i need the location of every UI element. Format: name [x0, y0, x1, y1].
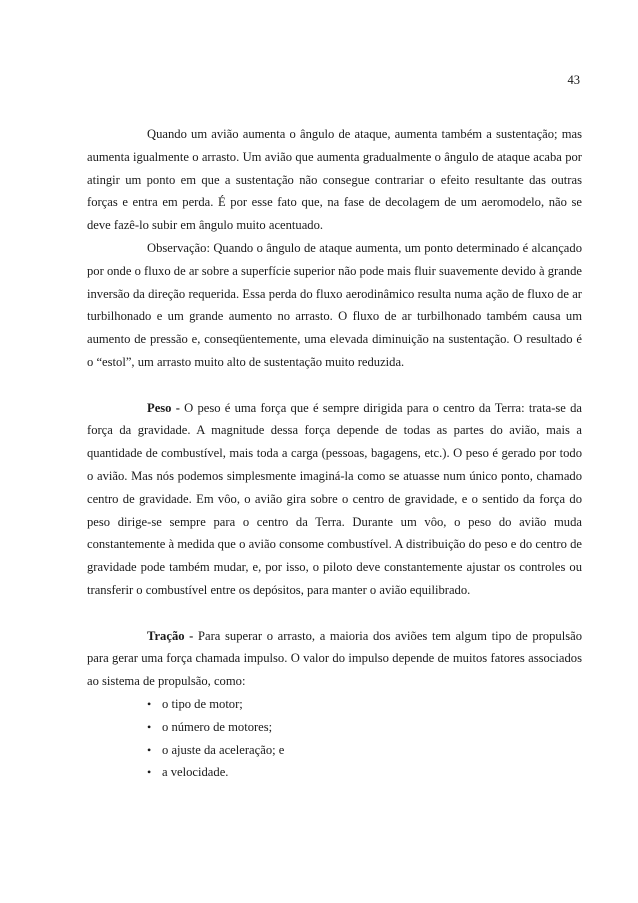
bullet-icon: •: [147, 742, 152, 757]
list-item: [147, 761, 582, 784]
paragraph-angle-of-attack: Quando um avião aumenta o ângulo de ataque, aumenta também a sustentação; mas aumenta igualmente o arrasto. Um avião que aumenta gradualmente o ângulo de ataque acaba por atingir um ponto em que a sustentação não consegue contrariar o efeito resultante das outras forças e entra em perda. É por esse fato que, na fase de decolagem de um aeromodelo, não se deve fazê-lo subir em ângulo muito acentuado.: [87, 127, 582, 233]
body-text: [87, 123, 582, 784]
paragraph-gap: [87, 602, 582, 625]
list-item-text: o ajuste da aceleração; e: [162, 742, 285, 757]
thrust-text: Para superar o arrasto, a maioria dos aviões tem algum tipo de propulsão para gerar uma força chamada impulso. O valor do impulso depende de muitos fatores associados ao sistema de propulsão, como:: [87, 628, 582, 689]
thrust-heading: Tração -: [147, 628, 194, 643]
weight-heading: Peso -: [147, 400, 180, 415]
list-item: [147, 693, 582, 716]
page-number: 43: [567, 73, 580, 87]
paragraph-thrust: [87, 625, 582, 693]
paragraph-weight: [87, 397, 582, 602]
weight-text: O peso é uma força que é sempre dirigida para o centro da Terra: trata-se da força da gravidade. A magnitude dessa força depende de todas as partes do avião, mais a quantidade de combustível, mais toda a carga (pessoas, bagagens, etc.). O peso é gerado por todo o avião. Mas nós podemos simplesmente imaginá-la como se atuasse num único ponto, chamado centro de gravidade. Em vôo, o avião gira sobre o centro de gravidade, e o sentido da força do peso dirige-se sempre para o centro da Terra. Durante um vôo, o peso do avião muda constantemente à medida que o avião consome combustível. A distribuição do peso e do centro de gravidade pode também mudar, e, por isso, o piloto deve constantemente ajustar os controles ou transferir o combustível entre os depósitos, para manter o avião equilibrado.: [87, 400, 582, 597]
paragraph-gap: [87, 374, 582, 397]
bullet-icon: •: [147, 719, 152, 734]
list-item: [147, 739, 582, 762]
bullet-icon: •: [147, 696, 152, 711]
propulsion-factor-list: [87, 693, 582, 784]
list-item-text: o número de motores;: [162, 719, 273, 734]
list-item-text: o tipo de motor;: [162, 696, 243, 711]
bullet-icon: •: [147, 765, 152, 780]
list-item-text: a velocidade.: [162, 765, 229, 780]
list-item: [147, 716, 582, 739]
paragraph-observation-stall: Observação: Quando o ângulo de ataque aumenta, um ponto determinado é alcançado por onde o fluxo de ar sobre a superfície superior não pode mais fluir suavemente devido à grande inversão da direção requerida. Essa perda do fluxo aerodinâmico resulta numa ação de fluxo de ar turbilhonado e um grande aumento no arrasto. O fluxo de ar turbilhonado também causa um aumento de pressão e, conseqüentemente, uma elevada diminuição na sustentação. O resultado é o “estol”, um arrasto muito alto de sustentação muito reduzida.: [87, 240, 582, 369]
